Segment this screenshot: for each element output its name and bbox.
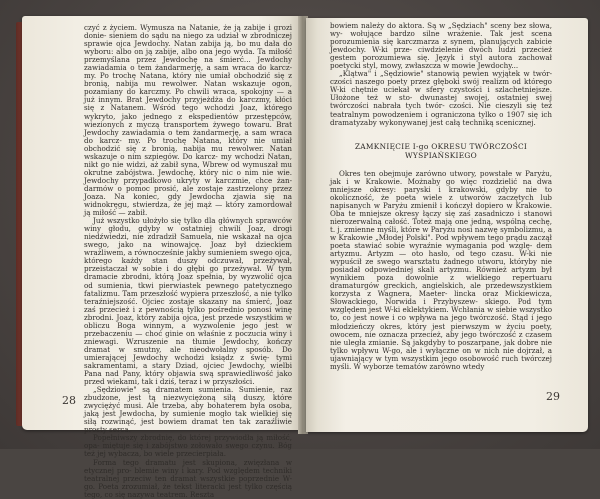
open-book — [22, 16, 588, 499]
left-page-text — [84, 24, 292, 499]
paragraph: „Klątwa" i „Sędziowie" stanowią pewien wyjątek w twór- czości naszego poety przez głęboki swój realizm od którego W-ki chętnie uciekał w sfery czystości i szlachetniejsze. Ułożone też w sto- dwunastej swojej, ostatniej swej twórczości nabrała tych twór- czości. Nie cieszyli się też teatralnym powodzeniem i ograniczona tylko o 1907 się ich dramatyzaby wykonywanej jest całą techniką scenicznej. — [330, 69, 552, 127]
paragraph: Popełniwszy zbrodnię, do której przywiodła ją miłość, opa- miętuje się i zabójstwo zołowało swego czynu. Bóg też jej wybacza, bo wiele przecierpiała. — [84, 433, 292, 459]
right-page-text — [330, 22, 552, 371]
paragraph: Już wszystko ułożyło się tylko dla głównych sprawców winy głodu, gdyby w ostatniej chwili Joaz, drogi niedźwiedzi, nie zdradził Samuela, nie wskazał na ojca swego, jako na winowajcę. Joaz był dzieckiem wrażliwem, a równocześnie jakby sumieniem swego ojca, którego każdy stan duszy odczuwał, przeżywał, przeistaczał w sobie i do głębi go przeżywał. W tym dramacie zbrodni, którą Joaz spełnia, by wyzwolić ojca od sumienia, tkwi pierwiastek pewnego patetycznego fatalizmu. Tam przeszłość wypiera przeszłość, a nie tylko teraźniejszość. Ojciec zostaje skazany na śmierć, Joaz zaś przecież i z pewnością tylko pośrednio ponosi winę zbrodni. Joaz, który zabija ojca, jest przede wszystkim w obliczu Boga winnym, a wyzwolenie jego jest w przebaczeniu — choć ginie on właśnie z poczucia winy i zniewagi. Wzruszenie na tłumie Jewdochy, kończy dramat w smutny, ale nieodwołalny sposób. Do umierającej Jewdochy wchodzi ksiądz z świę- tymi sakramentami, a stary Dziad, ojciec Jewdochy, wielbi Pana nad Pany, który objawia swą sprawiedliwość jako przed wiekami, tak i dziś, teraz i w przyszłości. — [84, 216, 292, 387]
paragraph: „Sędziowie" są dramatem sumienia. Sumienie, raz zbudzone, jest tą niezwyciężoną siłą duszy, które zwyciężyć musi. Ale trzeba, aby bohaterem była osoba, jaką jest Jewdocha, by sumienie mogło tak wielkiej się siłą rozwinąć, jest bowiem dramat ten tak zaraźliwie prosty serca. — [84, 385, 292, 435]
page-number-left: 28 — [62, 394, 76, 407]
chapter-heading-line-1: ZAMKNIĘCIE I-go OKRESU TWÓRCZOŚCI — [354, 141, 528, 151]
right-page — [306, 18, 588, 432]
chapter-heading — [330, 142, 552, 160]
paragraph: bowiem należy do aktora. Są w „Sędziach" sceny bez słowa, wy- wołujące bardzo silne wrażenie. Tak jest scena porozumienia się karczmarza z synem, planujących zabicie Jewdochy. W-ki prze- ciwdzielenie dwóch ludzi przecież gestem porozumiewa się. Język i styl autora zachował poetycki styl, mowy, zwłaszcza w mowie Jewdochy... — [330, 21, 552, 71]
paragraph: czyć z życiem. Wymusza na Natanie, że ją zabije i grozi donie- sieniem do sądu na niego za udział w zbrodniczej sprawie ojca Jewdochy. Natan zabija ją, bo mu dała do wyboru: albo on ją zabije, albo ona jego wyda. Ta miłość przemyślana przez Jewdochę na śmierć... Jewdochy zawiadamia o tem żandarmerję, a sam wraca do karcz- my. Po trochę Natana, który nie umiał obchodzić się z bronią, nabija mu rewolwer. Natan wskazuje ogon, pozamiany do karczmy. Po chwili wraca, spokojny — a już innym. Brat Jewdochy przyjeżdża do karczmy, kłóci się z Natanem. Wśród tego wchodzi Joaz, którego wykryto, jako jednego z ekspedientów przestępców, wiezionych z myczą transportem żywego towaru. Brat Jewdochy zawiadamia o tem żandarmerję, a sam wraca do karcz- my. Po trochę Natana, który nie umiał obchodzić się z bronią, nabija mu rewolwer. Natan wskazuje o nim szpiegów. Do karcz- my wchodzi Natan, nikt go nie widzi, aż zabił syna, Wbrew od wymuszał mu okrutne zabójstwa. Jewdochę, który nic o nim nie wie. Jewdochy przypadkowo ukryty w karczmie, chce żan- darmów o pomoc prosić, ale zostaje zastrzelony przez Joaza. Na koniec, gdy Jewdocha zjawia się na widnokręgu, stwierdza, że jej mąż — który zamordował ją miłość — zabił. — [84, 23, 292, 218]
page-number-right: 29 — [546, 390, 560, 403]
left-page — [22, 16, 300, 499]
chapter-heading-line-2: WYSPIAŃSKIEGO — [405, 150, 477, 160]
paragraph: Forma tego dramatu jest skupiona, zwięzłana w etycznej pro- blemie winy i kary. Pod względem techniki teatralnej przeciw ten dramat wszystkie poprzednie W-go. Poeta zrozumiał, że tekst literacki jest tylko częścią tego, co się nazywa teatrem. Reszta — [84, 457, 292, 499]
paragraph: Okres ten obejmuje zarówno utwory, powstałe w Paryżu, jak i w Krakowie. Możnaby go więc rozdzielić na dwa mniejsze okresy: paryski i krakowski, gdyby nie to okoliczność, że poeta wiele z utworów zaczętych lub napisanych w Paryżu zmienił i kończył dopiero w Krakowie. Oba te mniejsze okresy łączy się zaś zasadniczo i stanowi nierozerwalną całość. Toteż mają one jedną, wspólną cechę, t. j. zmienne myśli, które w Paryżu nosi nazwę symbolizmu, a w Krakowie „Młodej Polski". Pod wpływem tego prądu zaczął poeta stawiać sobie wyraźnie wymagania pod wzglę- dem artyzmu. Artyzm — oto hasło, od tego czasu. W-ki nie wypuścił ze swego warsztatu żadnego utworu, któryby nie posiadał odpowiedniej skali artyzmu. Również artyzm był wynikiem poza dowolnie z wielkiego repertuaru dramaturgów greckich, angielskich, ale przedewszystkiem korzysta z Wagnera, Maeter- lincka oraz Mickiewicza, Słowackiego, Norwida i Przybyszew- skiego. Pod tym względem jest W-ki eklektykiem. Wchłania w siebie wszystko to, co jest nowe i co wpływa na jego twórczość. Stąd i jego młodzieńczy okres, który jest pierwszym w życiu poety, owocem, nie oznacza przecież, aby jego twórczość z czasem nie uległa zmianie. Są jakgdyby to poszarpane, jak dobre nie tylko wpływu W-go, ale i wyłączne on w nich nie dojrzał, a ujawniający w tym wszystkim jego osobowość ruch twórczej myśli. W wyborze tematów zarówno wtedy — [330, 168, 552, 371]
